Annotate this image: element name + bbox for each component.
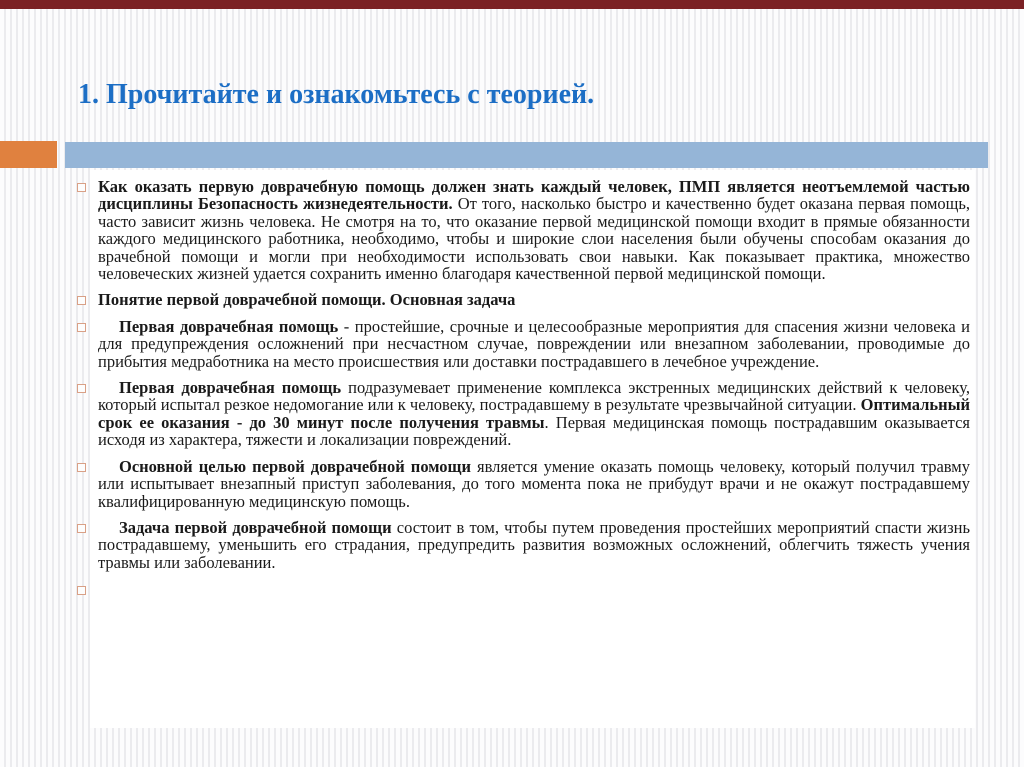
blue-accent-bar: [65, 142, 988, 168]
orange-accent-block: [0, 141, 57, 168]
bullet-item: [65, 519, 970, 571]
top-accent-bar: [0, 0, 1024, 9]
bullet-item: [65, 581, 970, 591]
bullet-square-icon: [77, 323, 86, 332]
bullet-item: [65, 458, 970, 510]
bullet-text: Понятие первой доврачебной помощи. Основная задача: [98, 290, 516, 310]
bullet-square-icon: [77, 524, 86, 533]
bullet-text: Как оказать первую доврачебную помощь должен знать каждый человек, ПМП является неотъемлемой частью дисциплины Безопасность жизнедеятельности. От того, насколько быстро и качественно будет оказана первая помощь, часто зависит жизнь человека. Не смотря на то, что оказание первой медицинской помощи входит в прямые обязанности каждого медицинского работника, необходимо, чтобы и широкие слои населения были обучены способам оказания до врачебной помощи и могли при необходимости использовать свои навыки. Как показывает практика, множество человеческих жизней удается сохранить именно благодаря качественной первой медицинской помощи.: [98, 177, 970, 284]
bullet-item: [65, 291, 970, 308]
bullet-square-icon: [77, 586, 86, 595]
bullet-square-icon: [77, 463, 86, 472]
bullet-text: Первая доврачебная помощь - простейшие, срочные и целесообразные мероприятия для спасения жизни человека и для предупреждения осложнений при несчастном случае, повреждении или внезапном заболевании, проводимые до прибытия медработника на место происшествия или доставки пострадавшего в лечебное учреждение.: [98, 316, 970, 371]
bullet-item: [65, 379, 970, 449]
slide-title: 1. Прочитайте и ознакомьтесь с теорией.: [78, 78, 595, 110]
bullet-list: [65, 178, 970, 600]
bullet-text: Основной целью первой доврачебной помощи является умение оказать помощь человеку, который получил травму или испытывает внезапный приступ заболевания, до того момента пока не прибудут врачи и не окажут пострадавшему квалифицированную медицинскую помощь.: [98, 456, 970, 511]
bullet-text: Первая доврачебная помощь подразумевает применение комплекса экстренных медицинских действий к человеку, который испытал резкое недомогание или к человеку, пострадавшему в результате чрезвычайной ситуации. Оптимальный срок ее оказания - до 30 минут после получения травмы. Первая медицинская помощь пострадавшим оказывается исходя из характера, тяжести и локализации повреждений.: [98, 378, 970, 450]
bullet-square-icon: [77, 384, 86, 393]
bullet-square-icon: [77, 296, 86, 305]
bullet-item: [65, 318, 970, 370]
bullet-square-icon: [77, 183, 86, 192]
bullet-item: [65, 178, 970, 282]
bullet-text: Задача первой доврачебной помощи состоит в том, чтобы путем проведения простейших мероприятий спасти жизнь пострадавшему, уменьшить его страдания, предупредить развития возможных осложнений, облегчить тяжесть учения травмы или заболевании.: [98, 517, 970, 572]
